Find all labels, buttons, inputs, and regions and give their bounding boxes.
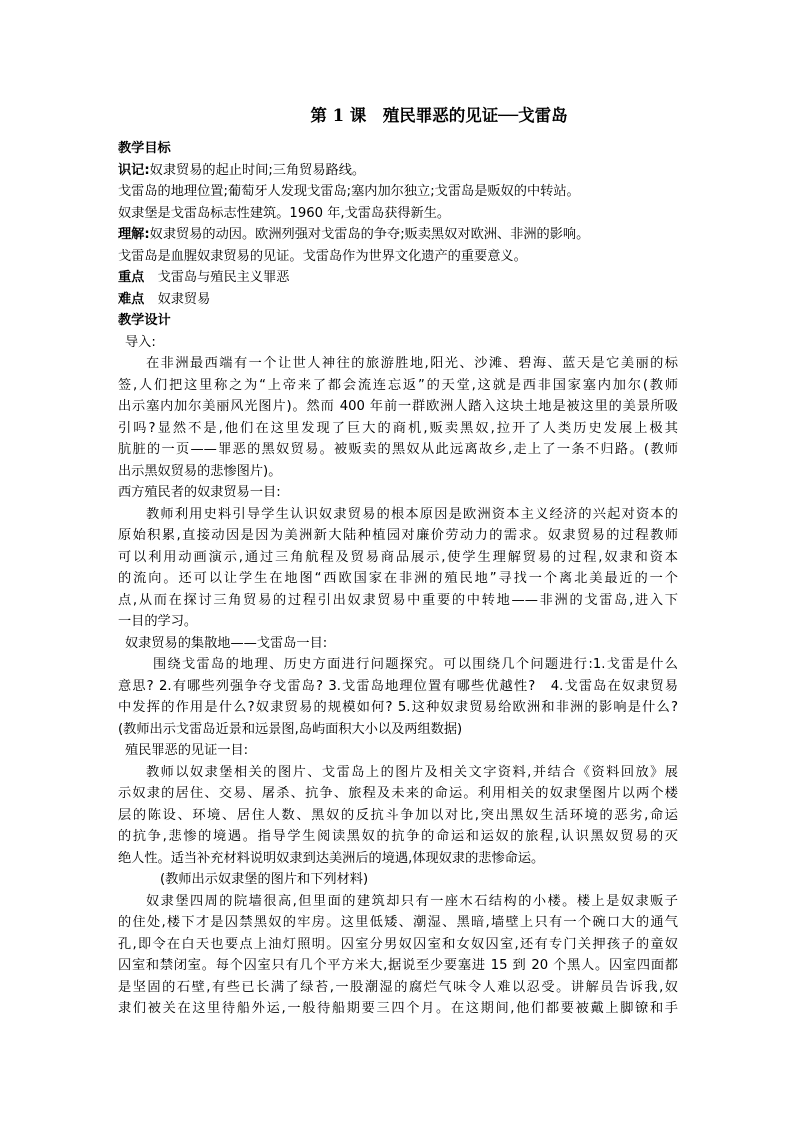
- lesson-title: 第 1 课 殖民罪恶的见证──戈雷岛: [310, 106, 568, 125]
- memory-line-3: 奴隶堡是戈雷岛标志性建筑。1960 年,戈雷岛获得新生。: [118, 205, 451, 221]
- section3-line-1: 教师以奴隶堡相关的图片、戈雷岛上的图片及相关文字资料,并结合《资料回放》展: [146, 764, 678, 780]
- material-line-3: 孔,即令在白天也要点上油灯照明。囚室分男奴囚室和女奴囚室,还有专门关押孩子的童奴: [118, 936, 678, 952]
- difficulty-line: [118, 289, 678, 311]
- section1-line-6: 一目的学习。: [118, 614, 198, 629]
- material-note: (教师出示奴隶堡的图片和下列材料): [160, 872, 369, 887]
- material-line-6: 隶们被关在这里待船外运,一般待船期要三四个月。在这期间,他们都要被戴上脚镣和手: [118, 1001, 678, 1016]
- material-line-4: 囚室和禁闭室。每个囚室只有几个平方米大,据说至少要塞进 15 到 20 个黑人。囚室四面都: [118, 958, 678, 973]
- section1-line-2: 原始积累,直接动因是因为美洲新大陆种植园对廉价劳动力的需求。奴隶贸易的过程教师: [118, 528, 678, 543]
- section3-line-2: 示奴隶的居住、交易、屠杀、抗争、旅程及未来的命运。利用相关的奴隶堡图片以两个楼: [118, 786, 678, 801]
- intro-line-3: 出示塞内加尔美丽风光图片)。然而 400 年前一群欧洲人踏入这块土地是被这里的美景所吸: [118, 399, 678, 414]
- understand-line-1: 理解:奴隶贸易的动因。欧洲列强对戈雷岛的争夺;贩卖黑奴对欧洲、非洲的影响。: [118, 227, 590, 242]
- intro-line-2: 签,人们把这里称之为“上帝来了都会流连忘返”的天堂,这就是西非国家塞内加尔(教师: [118, 377, 678, 393]
- section3-line-5: 绝人性。适当补充材料说明奴隶到达美洲后的境遇,体现奴隶的悲惨命运。: [118, 850, 545, 866]
- material-line-5: 是坚固的石壁,有些已长满了绿苔,一股潮湿的腐烂气味令人难以忍受。讲解员告诉我,奴: [118, 979, 678, 995]
- intro-label: 导入:: [125, 334, 156, 350]
- intro-line-5: 肮脏的一页——罪恶的黑奴贸易。被贩卖的黑奴从此远离故乡,走上了一条不归路。(教师: [118, 442, 678, 457]
- memory-label: 识记:: [118, 162, 150, 178]
- section2-line-3: 中发挥的作用是什么?奴隶贸易的规模如何? 5.这种奴隶贸易给欧洲和非洲的影响是什么?: [118, 700, 678, 715]
- difficulty-label: 难点: [118, 291, 145, 307]
- objectives-heading: 教学目标: [118, 141, 171, 156]
- section2-heading: 奴隶贸易的集散地——戈雷岛一目:: [125, 635, 328, 651]
- difficulty: 奴隶贸易: [157, 291, 211, 307]
- section3-line-4: 的抗争,悲惨的境遇。指导学生阅读黑奴的抗争的命运和运奴的旅程,认识黑奴贸易的灭: [118, 829, 678, 844]
- intro-line-4: 引吗?显然不是,他们在这里发现了巨大的商机,贩卖黑奴,拉开了人类历史发展上极其: [118, 420, 678, 436]
- section1-line-3: 可以利用动画演示,通过三角航程及贸易商品展示,使学生理解贸易的过程,奴隶和资本: [118, 549, 678, 565]
- section2-line-1: 围绕戈雷岛的地理、历史方面进行问题探究。可以围绕几个问题进行:1.戈雷是什么: [153, 657, 678, 672]
- section1-heading: 西方殖民者的奴隶贸易一目:: [118, 485, 281, 500]
- section1-line-4: 的流向。还可以让学生在地图“西欧国家在非洲的殖民地”寻找一个离北美最近的一个: [118, 571, 678, 586]
- section2-line-4: (教师出示戈雷岛近景和远景图,岛屿面积大小以及两组数据): [118, 721, 463, 737]
- memory-line-2: 戈雷岛的地理位置;葡萄牙人发现戈雷岛;塞内加尔独立;戈雷岛是贩奴的中转站。: [118, 184, 580, 199]
- key-point: 戈雷岛与殖民主义罪恶: [157, 270, 290, 285]
- key-point-label: 重点: [118, 270, 145, 285]
- section1-line-1: 教师利用史料引导学生认识奴隶贸易的根本原因是欧洲资本主义经济的兴起对资本的: [146, 506, 678, 522]
- understand-label: 理解:: [118, 227, 150, 242]
- memory-line-1: 识记:奴隶贸易的起止时间;三角贸易路线。: [118, 162, 366, 178]
- document-page: [118, 104, 678, 1020]
- design-heading: 教学设计: [118, 313, 171, 328]
- intro-line-6: 出示黑奴贸易的悲惨图片)。: [118, 463, 282, 479]
- understand-line-2: 戈雷岛是血腥奴隶贸易的见证。戈雷岛作为世界文化遗产的重要意义。: [118, 248, 527, 264]
- material-line-1: 奴隶堡四周的院墙很高,但里面的建筑却只有一座木石结构的小楼。楼上是奴隶贩子: [146, 893, 678, 909]
- key-point-line: [118, 267, 678, 289]
- material-line-2: 的住处,楼下才是囚禁黑奴的牢房。这里低矮、潮湿、黑暗,墙壁上只有一个碗口大的通气: [118, 915, 678, 930]
- section3-heading: 殖民罪恶的见证一目:: [125, 743, 249, 758]
- section2-line-2: 意思? 2.有哪些列强争夺戈雷岛? 3.戈雷岛地理位置有哪些优越性? 4.戈雷岛在奴隶贸易: [118, 678, 678, 694]
- section3-line-3: 层的陈设、环境、居住人数、黑奴的反抗斗争加以对比,突出黑奴生活环境的恶劣,命运: [118, 807, 678, 823]
- intro-line-1: 在非洲最西端有一个让世人神往的旅游胜地,阳光、沙滩、碧海、蓝天是它美丽的标: [146, 356, 678, 371]
- section1-line-5: 点,从而在探讨三角贸易的过程引出奴隶贸易中重要的中转地——非洲的戈雷岛,进入下: [118, 592, 678, 608]
